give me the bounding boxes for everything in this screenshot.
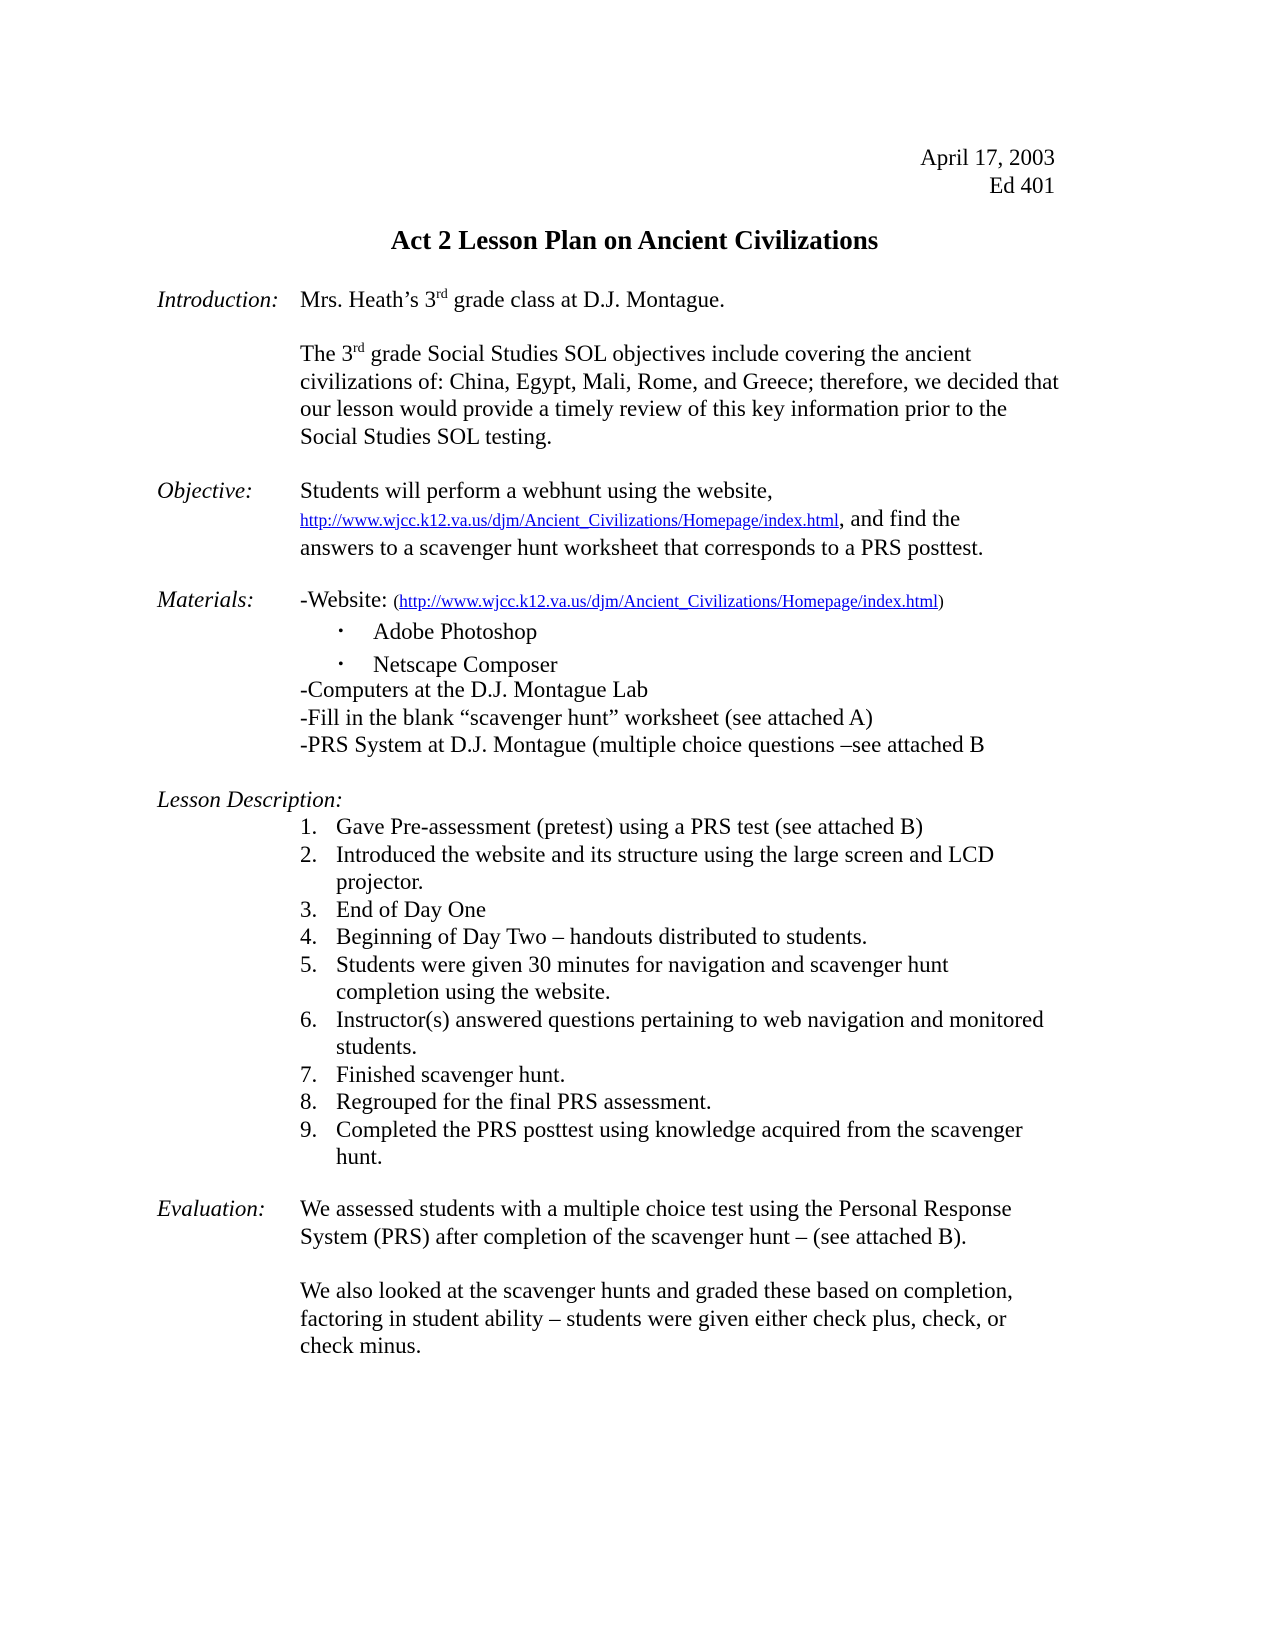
list-item: -Fill in the blank “scavenger hunt” worksheet (see attached A) xyxy=(300,704,873,730)
bullet-icon: • xyxy=(338,623,344,640)
objective-line-3: answers to a scavenger hunt worksheet that corresponds to a PRS posttest. xyxy=(300,535,984,560)
list-item: 9. Completed the PRS posttest using knowledge acquired from the scavenger hunt. xyxy=(300,1116,1023,1169)
bullet-icon: • xyxy=(338,656,344,673)
list-item: 4. Beginning of Day Two – handouts distributed to students. xyxy=(300,924,868,949)
page-title: Act 2 Lesson Plan on Ancient Civilizations xyxy=(390,225,879,255)
evaluation-paragraph-2: We also looked at the scavenger hunts and graded these based on completion, factoring in student ability – students were given either check plus, check, or check minus. xyxy=(300,1278,1013,1358)
introduction-paragraph: The 3rd grade Social Studies SOL objectives include covering the ancient civilizations of: China, Egypt, Mali, Rome, and Greece; therefore, we decided that our lesson would provide a timely review of this key information prior to the Social Studies SOL testing. xyxy=(300,341,1059,449)
objective-text xyxy=(300,477,1080,562)
materials-lines xyxy=(300,676,1080,759)
header-date: April 17, 2003 xyxy=(920,145,1055,170)
list-item: -Computers at the D.J. Montague Lab xyxy=(300,677,649,702)
header-course: Ed 401 xyxy=(989,172,1055,198)
materials-website-link[interactable]: http://www.wjcc.k12.va.us/djm/Ancient_Civilizations/Homepage/index.html xyxy=(399,591,939,611)
materials-bullet-list xyxy=(300,615,1000,681)
objective-website-link[interactable]: http://www.wjcc.k12.va.us/djm/Ancient_Civilizations/Homepage/index.html xyxy=(300,509,839,530)
objective-line-1: Students will perform a webhunt using the website, xyxy=(300,478,773,503)
list-item: 2. Introduced the website and its structure using the large screen and LCD projector. xyxy=(300,841,995,894)
evaluation-label: Evaluation: xyxy=(157,1196,266,1221)
objective-label: Objective: xyxy=(157,478,253,503)
introduction-label: Introduction: xyxy=(157,287,279,312)
materials-website-line: -Website: (http://www.wjcc.k12.va.us/djm/Ancient_Civilizations/Homepage/index.html) xyxy=(300,587,944,612)
lesson-description-label: Lesson Description: xyxy=(157,787,343,812)
list-item: -PRS System at D.J. Montague (multiple choice questions –see attached B xyxy=(300,732,985,757)
list-item: 1. Gave Pre-assessment (pretest) using a PRS test (see attached B) xyxy=(300,814,923,839)
list-item: • Netscape Composer xyxy=(300,648,1000,681)
introduction-line: Mrs. Heath’s 3rd grade class at D.J. Montague. xyxy=(300,287,725,312)
list-item: 8. Regrouped for the final PRS assessment. xyxy=(300,1089,712,1114)
materials-label: Materials: xyxy=(157,587,255,612)
list-item: • Adobe Photoshop xyxy=(300,615,1000,648)
list-item: 3. End of Day One xyxy=(300,896,487,922)
list-item: 5. Students were given 30 minutes for navigation and scavenger hunt completion using the website. xyxy=(300,951,949,1004)
lesson-steps-list xyxy=(300,813,1050,1171)
list-item: 6. Instructor(s) answered questions pertaining to web navigation and monitored students. xyxy=(300,1006,1044,1059)
list-item: 7. Finished scavenger hunt. xyxy=(300,1061,566,1087)
objective-line-2: http://www.wjcc.k12.va.us/djm/Ancient_Civilizations/Homepage/index.html, and find the xyxy=(300,505,961,531)
header-block xyxy=(800,144,1055,199)
evaluation-paragraph-1: We assessed students with a multiple choice test using the Personal Response System (PRS) after completion of the scavenger hunt – (see attached B). xyxy=(300,1196,1012,1249)
